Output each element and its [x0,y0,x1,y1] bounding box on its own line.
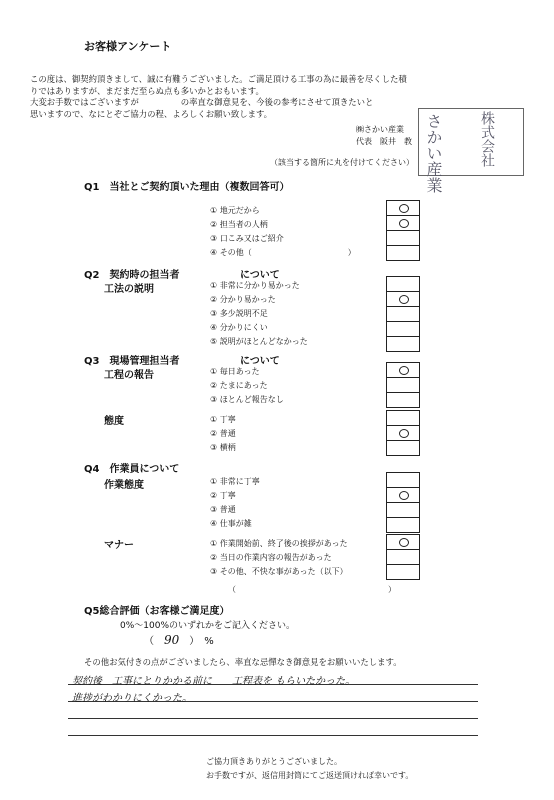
q2-title: Q2 契約時の担当者 [84,270,180,281]
q5-answer[interactable] [144,632,214,647]
answer-box[interactable] [387,426,419,441]
q4-title: Q4 作業員について [84,464,180,475]
footer-return-note: お手数ですが、返信用封筒にてご返送頂ければ幸いです。 [206,771,414,780]
answer-box[interactable] [387,246,419,260]
answer-box[interactable] [387,550,419,565]
intro-line: 思いますので、なにとぞご協力の程、よろしくお願い致します。 [30,108,273,119]
answer-box[interactable] [387,231,419,246]
q4-free-text-paren[interactable]: （ ） [228,585,396,594]
answer-box[interactable] [387,473,419,488]
q4-subtitle-manners: マナー [104,540,134,551]
answer-box[interactable] [387,378,419,393]
intro-line: この度は、御契約頂きまして、誠に有難うございました。ご満足頂ける工事の為に最善を尽くした積 [30,74,407,84]
q1-title: Q1 当社とご契約頂いた理由（複数回答可） [84,182,290,193]
circle-mark-icon [399,538,409,547]
seal-text: さかい産業 [424,113,443,193]
q4-option: ② 丁寧 [210,491,236,500]
answer-box[interactable] [387,216,419,231]
q3-option: ③ ほとんど報告なし [210,395,284,404]
circle-mark-icon [399,491,409,500]
answer-box[interactable] [387,441,419,455]
circle-mark-icon [399,366,409,375]
q2-option: ④ 分かりにくい [210,323,268,332]
q4-option: ① 作業開始前、終了後の挨拶があった [210,539,348,548]
company-name: ㈱さかい産業 [356,125,404,134]
q3-subtitle-attitude: 態度 [104,416,124,427]
answer-box[interactable] [387,535,419,550]
q2-option: ③ 多少説明不足 [210,309,268,318]
answer-box[interactable] [387,363,419,378]
intro-text [30,74,407,120]
q4-attitude-answer-boxes [386,472,420,533]
q4-option: ② 当日の作業内容の報告があった [210,553,332,562]
q3-option: ① 丁寧 [210,415,236,424]
q3-title: Q3 現場管理担当者 [84,356,180,367]
q2-subtitle: 工法の説明 [104,284,154,295]
q2-option: ② 分かり易かった [210,295,276,304]
footer-thanks: ご協力頂きありがとうございました。 [206,757,342,766]
survey-title: お客様アンケート [84,40,172,53]
q1-option: ① 地元だから [210,206,260,215]
representative-name: 代表 阪井 教 [356,137,412,146]
circle-mark-icon [399,204,409,213]
q4-subtitle-attitude: 作業態度 [104,480,144,491]
q4-manners-answer-boxes [386,534,420,580]
q5-instruction: 0%〜100%のいずれかをご記入ください。 [120,621,296,631]
comment-handwritten: 契約後 工事にとりかかる前に 工程表を もらいたかった。 [72,676,356,687]
intro-line: りではありますが、まだまだ至らぬ点も多いかとおもいます。 [30,85,264,96]
circle-mark-icon [399,295,409,304]
answer-box[interactable] [387,393,419,407]
q2-option: ① 非常に分かり易かった [210,281,300,290]
answer-box[interactable] [387,292,419,307]
company-seal-stamp [418,108,524,193]
answer-box[interactable] [387,307,419,322]
q3-option: ② 普通 [210,429,236,438]
q3-attitude-answer-boxes [386,410,420,456]
comment-line [68,735,478,736]
intro-line: 大変お手数ではございますが の率直な御意見を、今後の参考にさせて頂きたいと [30,97,374,108]
q5-paren-close: ） % [189,636,214,647]
answer-box[interactable] [387,488,419,503]
answer-box[interactable] [387,201,419,216]
instruction-note: （該当する箇所に丸を付けてください） [270,158,414,167]
answer-box[interactable] [387,503,419,518]
q3-option: ② たまにあった [210,381,268,390]
q3-option: ① 毎日あった [210,367,260,376]
q3-subtitle-report: 工程の報告 [104,370,154,381]
comments-prompt: その他お気付きの点がございましたら、率直な忌憚なき御意見をお願いいたします。 [84,657,402,667]
answer-box[interactable] [387,337,419,351]
answer-box[interactable] [387,411,419,426]
answer-box[interactable] [387,322,419,337]
answer-box[interactable] [387,565,419,579]
q3-about: について [240,356,280,367]
q2-answer-boxes [386,276,420,352]
q5-answer-value: 90 [164,633,180,647]
answer-box[interactable] [387,277,419,292]
comment-line [68,718,478,719]
q1-option: ④ その他（ ） [210,248,356,257]
q4-option: ③ その他、不快な事があった（以下） [210,567,348,576]
q1-option: ③ 口こみ又はご紹介 [210,234,284,243]
seal-text: 株式会社 [479,111,495,167]
q1-answer-boxes [386,200,420,261]
q2-about: について [240,270,280,281]
q2-option: ⑤ 説明がほとんどなかった [210,337,308,346]
comment-handwritten: 進捗がわかりにくかった。 [72,693,192,704]
q4-option: ④ 仕事が雑 [210,519,252,528]
q1-option: ② 担当者の人柄 [210,220,268,229]
q3-report-answer-boxes [386,362,420,408]
q3-option: ③ 横柄 [210,443,236,452]
circle-mark-icon [399,219,409,228]
q5-paren-open: （ [144,636,154,647]
answer-box[interactable] [387,518,419,532]
q5-title: Q5総合評価（お客様ご満足度） [84,606,230,617]
circle-mark-icon [399,429,409,438]
q4-option: ③ 普通 [210,505,236,514]
q4-option: ① 非常に丁寧 [210,477,260,486]
